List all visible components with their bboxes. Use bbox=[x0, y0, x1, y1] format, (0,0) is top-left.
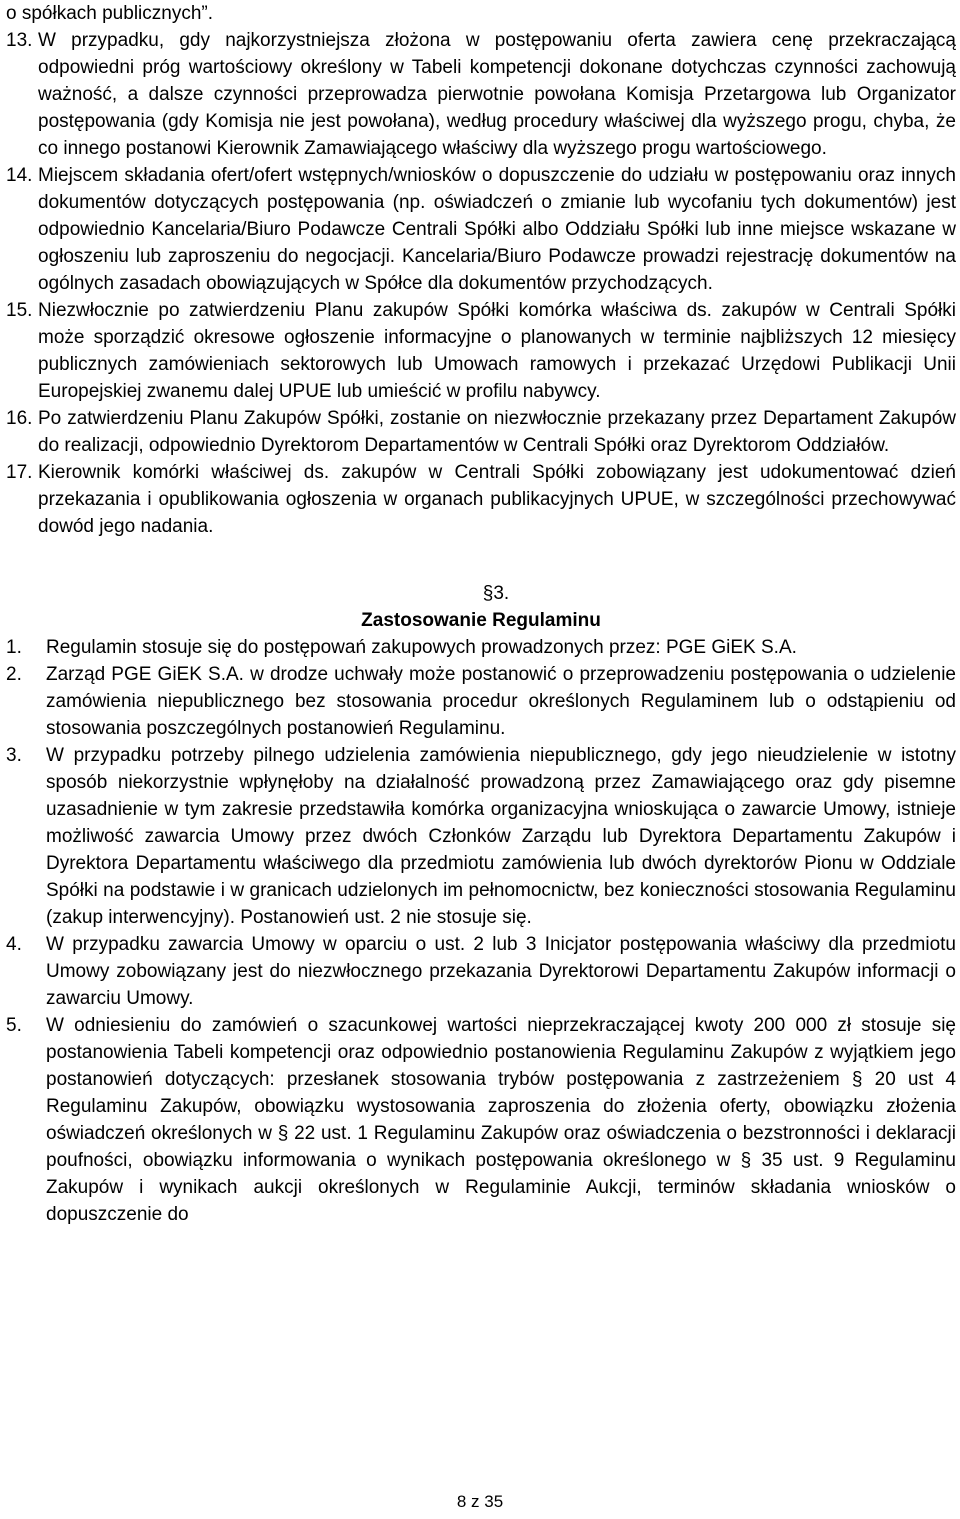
item-number: 17. bbox=[6, 462, 33, 483]
list-item bbox=[6, 27, 956, 162]
item-text: Miejscem składania ofert/ofert wstępnych/wniosków o dopuszczenie do udziału w postępowaniu oraz innych dokumentów dotyczących postępowania (np. oświadczeń o zmianie lub wycofaniu tych dokumentów) jest odpowiednio Kancelaria/Biuro Podawcze Centrali Spółki albo Oddziału Spółki lub inne miejsce wskazane w ogłoszeniu lub zaproszeniu do negocjacji. Kancelaria/Biuro Podawcze prowadzi rejestrację dokumentów na ogólnych zasadach obowiązujących w Spółce dla dokumentów przychodzących. bbox=[38, 165, 956, 294]
item-text: W odniesieniu do zamówień o szacunkowej wartości nieprzekraczającej kwoty 200 000 zł stosuje się postanowienia Tabeli kompetencji oraz odpowiednio postanowienia Regulaminu Zakupów z wyjątkiem jego postanowień dotyczących: przesłanek stosowania trybów postępowania z zastrzeżeniem § 20 ust 4 Regulaminu Zakupów, obowiązku wystosowania zaproszenia do złożenia oferty, obowiązku złożenia oświadczeń określonych w § 22 ust. 1 Regulaminu Zakupów oraz oświadczenia o bezstronności i deklaracji poufności, obowiązku informowania o wynikach postępowania określonego w § 35 ust. 9 Regulaminu Zakupów i wynikach aukcji określonych w Regulaminie Aukcji, terminów składania wniosków o dopuszczenie do bbox=[46, 1015, 956, 1225]
item-number: 2. bbox=[6, 664, 22, 685]
section-number: §3. bbox=[482, 583, 510, 604]
list-item bbox=[6, 1012, 956, 1228]
item-text: W przypadku, gdy najkorzystniejsza złożona w postępowaniu oferta zawiera cenę przekraczającą odpowiedni próg wartościowy określony w Tabeli kompetencji dokonane dotychczas czynności zachowują ważność, a dalsze czynności przeprowadza pierwotnie powołana Komisja Przetargowa lub Organizator postępowania (gdy Komisja nie jest powołana), według procedury właściwej dla wyższego progu, chyba, że co innego postanowi Kierownik Zamawiającego właściwy dla wyższego progu wartościowego. bbox=[38, 30, 956, 159]
item-number: 5. bbox=[6, 1015, 22, 1036]
section-title: Zastosowanie Regulaminu bbox=[361, 610, 601, 631]
item-list-part2 bbox=[6, 634, 956, 1228]
page-number-footer: 8 z 35 bbox=[456, 1492, 504, 1511]
item-text: Niezwłocznie po zatwierdzeniu Planu zakupów Spółki komórka właściwa ds. zakupów w Centrali Spółki może sporządzić okresowe ogłoszenie informacyjne o planowanych w terminie najbliższych 12 miesięcy publicznych zamówieniach sektorowych lub Umowach ramowych i przekazać Urzędowi Publikacji Unii Europejskiej zwanemu dalej UPUE lub umieścić w profilu nabywcy. bbox=[38, 300, 956, 402]
item-number: 15. bbox=[6, 300, 33, 321]
top-fragment: o spółkach publicznych”. bbox=[6, 3, 213, 24]
section-heading bbox=[6, 580, 956, 634]
item-text: Po zatwierdzeniu Planu Zakupów Spółki, zostanie on niezwłocznie przekazany przez Departament Zakupów do realizacji, odpowiednio Dyrektorom Departamentów w Centrali Spółki oraz Dyrektorom Oddziałów. bbox=[38, 408, 956, 456]
item-number: 4. bbox=[6, 934, 22, 955]
item-number: 1. bbox=[6, 637, 22, 658]
list-item bbox=[6, 931, 956, 1012]
item-text: Zarząd PGE GiEK S.A. w drodze uchwały może postanowić o przeprowadzeniu postępowania o udzielenie zamówienia niepublicznego bez stosowania procedur określonych Regulaminem lub o odstąpieniu od stosowania poszczególnych postanowień Regulaminu. bbox=[46, 664, 956, 739]
item-text: Kierownik komórki właściwej ds. zakupów w Centrali Spółki zobowiązany jest udokumentować dzień przekazania i opublikowania ogłoszenia w organach publikacyjnych UPUE, w szczególności przechowywać dowód jego nadania. bbox=[38, 462, 956, 537]
item-number: 3. bbox=[6, 745, 22, 766]
item-list-part1 bbox=[6, 27, 956, 540]
item-text: Regulamin stosuje się do postępowań zakupowych prowadzonych przez: PGE GiEK S.A. bbox=[46, 637, 797, 658]
item-number: 14. bbox=[6, 165, 33, 186]
document-content bbox=[6, 0, 956, 1228]
item-text: W przypadku potrzeby pilnego udzielenia zamówienia niepublicznego, gdy jego nieudzielenie w istotny sposób niekorzystnie wpłynęłoby na działalność prowadzoną przez Zamawiającego oraz gdy pisemne uzasadnienie w tym zakresie przedstawiła komórka organizacyjna wnioskująca o zawarcie Umowy, istnieje możliwość zawarcia Umowy przez dwóch Członków Zarządu lub Dyrektora Departamentu Zakupów i Dyrektora Departamentu właściwego dla przedmiotu zamówienia lub dwóch dyrektorów Pionu w Oddziale Spółki na podstawie i w granicach udzielonych im pełnomocnictw, bez konieczności stosowania Regulaminu (zakup interwencyjny). Postanowień ust. 2 nie stosuje się. bbox=[46, 745, 956, 928]
list-item bbox=[6, 459, 956, 540]
item-number: 13. bbox=[6, 30, 33, 51]
item-number: 16. bbox=[6, 408, 33, 429]
list-item bbox=[6, 297, 956, 405]
list-item bbox=[6, 742, 956, 931]
list-item bbox=[6, 405, 956, 459]
list-item bbox=[6, 634, 956, 661]
item-text: W przypadku zawarcia Umowy w oparciu o ust. 2 lub 3 Inicjator postępowania właściwy dla przedmiotu Umowy zobowiązany jest do niezwłocznego przekazania Dyrektorowi Departamentu Zakupów informacji o zawarciu Umowy. bbox=[46, 934, 956, 1009]
list-item bbox=[6, 661, 956, 742]
list-item bbox=[6, 162, 956, 297]
